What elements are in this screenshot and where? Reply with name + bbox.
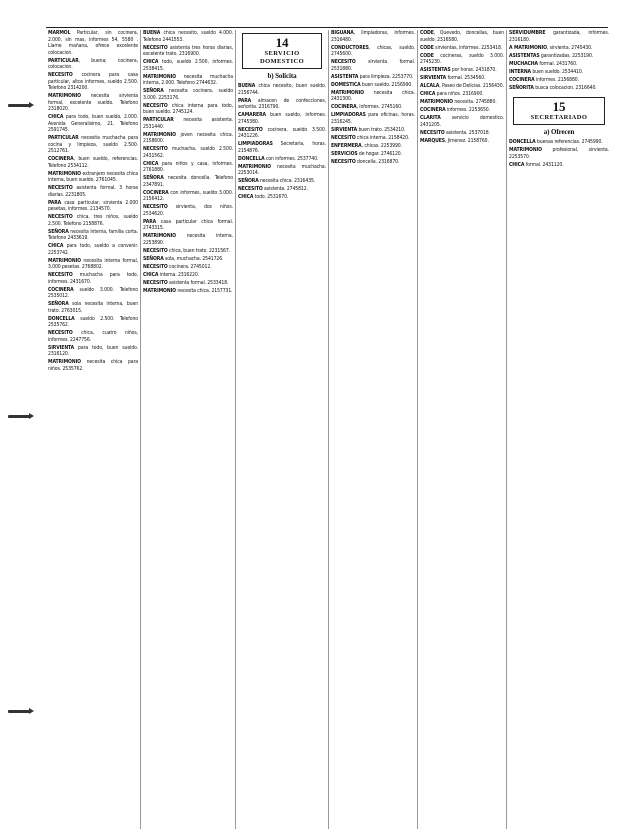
classified-ad: COCINERA informes. 2156880. — [509, 76, 579, 83]
classified-ad: NECESITO asistenta formal. 2533418. — [143, 279, 229, 286]
classified-ad: MATRIMONIO necesita. 2745880. — [420, 99, 497, 105]
classified-ad: PARTICULAR necesita asistenta. 2531440. — [143, 117, 233, 130]
classified-ad: NECESITO chica interna. 2158420. — [331, 134, 410, 141]
classified-ad: PARA casa particular, sirvienta 2.000 pesetas, informes. 2134570. — [48, 199, 138, 212]
classified-ad: NECESITO chica, buen trato. 2231567. — [143, 247, 231, 254]
classified-ad: CHICA para todo, sueldo a convenir. 2253742. — [48, 243, 138, 256]
classified-ad: CODE cocineras, sueldo 3.000. 2745230. — [420, 52, 504, 65]
column-6 — [509, 30, 609, 831]
section-subhead: a) Ofrecen — [543, 128, 575, 136]
classified-ad: NECESITO doncella. 2316870. — [331, 158, 400, 165]
classified-ad: SEÑORA sola, muchacha. 2541726. — [143, 255, 224, 262]
classified-ad: CHICA todo. 2531670. — [238, 194, 289, 200]
column-divider — [235, 30, 236, 829]
classified-ad: CLARITA servicio domestico. 2431205. — [420, 115, 504, 128]
classified-ad: COCINERA sueldo 3.000. Telefono 2535012. — [48, 286, 138, 299]
classified-ad: COCINERA, informes. 2745160. — [331, 104, 403, 110]
classified-ad: NECESITO asistenta. 2537018. — [420, 129, 490, 136]
classified-ad: MUCHACHA formal. 2431760. — [509, 60, 578, 67]
column-4 — [331, 30, 415, 831]
column-1 — [48, 30, 138, 831]
section-title: SERVICIO DOMESTICO — [259, 50, 305, 65]
classified-ad: MATRIMONIO necesita chica. 2157731. — [143, 287, 233, 294]
column-divider — [328, 30, 329, 829]
classified-ad: CHICA para todo, buen sueldo, 2.000. Avenida Generalisimo, 21. Telefono 2591745. — [48, 114, 138, 133]
margin-arrow-mark — [8, 415, 30, 418]
classified-ad: NECESITO muchacha para todo, informes. 2431670. — [48, 272, 138, 285]
classified-ad: ALCALA, Paseo de Delicias. 2156430. — [420, 83, 504, 89]
classified-ad: SERVIDUMBRE garantizada, informes. 2316180. — [509, 30, 609, 43]
classified-ad: NECESITO muchacha, sueldo 2.500. 2431562. — [143, 146, 233, 159]
classified-ad: INTERNA buen sueldo. 2534410. — [509, 68, 584, 75]
margin-arrow-mark — [8, 710, 30, 713]
classified-ad: CONDUCTORES, chicas, sueldo. 2745600. — [331, 44, 415, 57]
section-header-15 — [513, 97, 605, 125]
classified-ad: CHICA para niños. 2316900. — [420, 91, 484, 97]
classified-ad: SIRVIENTA para todo, buen sueldo. 2316120. — [48, 344, 138, 357]
classified-ad: SIRVIENTA buen trato. 2534210. — [331, 126, 406, 133]
classified-ad: MATRIMONIO necesita chica para niños. 2535762. — [48, 359, 138, 372]
classified-ad: MARQUES, Jimenez. 2158760. — [420, 137, 489, 144]
classified-ad: MATRIMONIO necesita muchacha. 2253014. — [238, 163, 326, 176]
classified-ad: MARMOL Particular, sin cocinera, 2.000, sin mas, informes 54, 5580 . Llame mañana, ofrece excelente colocacion. — [48, 30, 138, 56]
classified-ad: DONCELLA con informes. 2537740. — [238, 155, 319, 162]
classified-ad: NECESITO asistenta tres horas diarias, excelente trato. 2316900. — [143, 44, 233, 57]
classified-ad: MATRIMONIO necesita interna formal, 3.000 pesetas. 2768802. — [48, 257, 138, 270]
classified-ad: ASISTENTAS garantizadas. 2253190. — [509, 52, 594, 59]
classified-ad: PARA casa particular chica formal. 2743315. — [143, 218, 233, 231]
classified-ad: NECESITO cocinera para casa particular, altos informes, sueldo 2.500. Telefono 2314200. — [48, 72, 138, 91]
classified-ad: NECESITO cocinera. 2745012. — [143, 263, 212, 270]
classified-ad: PARA almacen de confecciones, señorita. 2316790. — [238, 97, 326, 110]
classified-ad: NECESITO chica interna para todo, buen sueldo. 2745124. — [143, 102, 233, 115]
classified-ad: PARTICULAR necesita muchacha para cocina y limpieza, sueldo 2.500. 2512761. — [48, 135, 138, 154]
classified-ad: BUENA chica necesito, sueldo 4.000. Telefono 2441553. — [143, 30, 233, 43]
classified-ad: SEÑORA necesita cocinera, sueldo 3.000. 2253176. — [143, 88, 233, 101]
column-divider — [140, 30, 141, 829]
classified-ad: DOMESTICA buen sueldo. 2156990. — [331, 81, 413, 88]
classified-ad: NECESITO chica, cuatro niños, informes. 2247756. — [48, 330, 138, 343]
classified-ad: NECESITO chica, tres niños, sueldo 2.500. Telefono 2158876. — [48, 214, 138, 227]
classified-ad: ENFERMERA, chicas. 2253990. — [331, 142, 402, 149]
classified-ad: MATRIMONIO necesita sirvienta formal, excelente sueldo. Telefono 2318020. — [48, 93, 138, 112]
classified-ad: PARTICULAR, buena; cocinera, colocacion. — [48, 57, 138, 70]
classified-ad: MATRIMONIO joven necesita chica. 2158600. — [143, 131, 233, 144]
section-title: SECRETARIADO — [530, 114, 588, 121]
classified-ad: NECESITO sirvienta formal. 2531880. — [331, 59, 415, 72]
classified-ad: SEÑORA sola necesita interna, buen trato. 2763015. — [48, 301, 138, 314]
classified-ad: CHICA para niños y casa, informes. 2761880. — [143, 160, 233, 173]
section-header-14 — [242, 33, 322, 69]
classified-ad: CHICA formal. 2431120. — [509, 161, 564, 168]
classified-ad: CHICA todo, sueldo 2.500, informes. 2538415. — [143, 59, 233, 72]
section-number: 14 — [275, 35, 289, 50]
classified-ad: DONCELLA buenas referencias. 2745990. — [509, 139, 603, 145]
column-2 — [143, 30, 233, 831]
column-5 — [420, 30, 504, 831]
classified-ad: COCINERA informes. 2253650. — [420, 107, 490, 113]
column-3 — [238, 30, 326, 831]
classified-ad: BUENA chica necesito, buen sueldo. 2156744. — [238, 83, 326, 96]
classified-ad: COCINERA, buen sueldo, referencias. Telefono 2534112. — [48, 156, 138, 169]
classified-ad: DONCELLA sueldo 2.500. Telefono 2535762. — [48, 315, 138, 328]
classified-ad: CODE sirvientas, informes. 2253418. — [420, 44, 503, 51]
section-subhead: b) Solicita — [267, 72, 297, 80]
classifieds-page — [6, 0, 614, 835]
classified-ad: LIMPIADORAS para oficinas, horas. 2316245. — [331, 112, 415, 125]
classified-ad: MATRIMONIO profesional, sirvienta. 2253570. — [509, 147, 609, 160]
classified-ad: NECESITO asistenta. 2745812. — [238, 186, 308, 192]
classified-ad: COCINERA con informes, sueldo 3.000. 2156412. — [143, 189, 233, 202]
classified-ad: SEÑORITA busca colocacion. 2316640. — [509, 84, 597, 91]
classified-ad: MATRIMONIO necesita muchacha interna, 2.000. Telefono 2744632. — [143, 73, 233, 86]
classified-ad: BIGUANA, limpiadoras, informes. 2316480. — [331, 30, 415, 43]
classified-ad: SEÑORA necesita doncella. Telefono 2347891. — [143, 175, 233, 188]
classified-ad: LIMPIADORAS Secretaria, horas. 2154876. — [238, 141, 326, 154]
classified-ad: NECESITO cocinera, sueldo 3.500. 2431226. — [238, 126, 326, 139]
classified-ad: CHICA interna. 2316220. — [143, 271, 200, 278]
classified-ad: SIRVIENTA formal. 2534560. — [420, 75, 486, 81]
classified-ad: ASISTENTAS por horas. 2431870. — [420, 67, 497, 73]
classified-ad: CODE, Quevedo, doncellas, buen sueldo. 2316580. — [420, 30, 504, 43]
section-number: 15 — [552, 99, 566, 114]
classified-ad: NECESITO sirvienta, dos niños. 2534620. — [143, 204, 233, 217]
classified-ad: MATRIMONIO necesita chica. 2431300. — [331, 89, 415, 102]
classified-ad: ASISTENTA para limpieza. 2253770. — [331, 73, 414, 80]
column-divider — [417, 30, 418, 829]
classified-ad: CAMARERA buen sueldo, informes. 2745380. — [238, 112, 326, 125]
classified-ad: MATRIMONIO extranjero necesita chica interna, buen sueldo. 2761045. — [48, 170, 138, 183]
top-rule — [46, 27, 608, 28]
margin-arrow-mark — [8, 104, 30, 107]
classified-ad: SEÑORA necesita chica. 2316435. — [238, 178, 316, 184]
classified-ad: A MATRIMONIO, sirvienta. 2745430. — [509, 44, 593, 51]
classified-ad: MATRIMONIO necesita interna. 2253890. — [143, 233, 233, 246]
classified-ad: SERVICIOS de hogar. 2746120. — [331, 150, 402, 157]
column-divider — [506, 30, 507, 829]
classified-ad: SEÑORA necesita interna, familia corta. Telefono 2433619. — [48, 228, 138, 241]
classified-ad: NECESITO asistenta formal, 3 horas diarias. 2231805. — [48, 185, 138, 198]
